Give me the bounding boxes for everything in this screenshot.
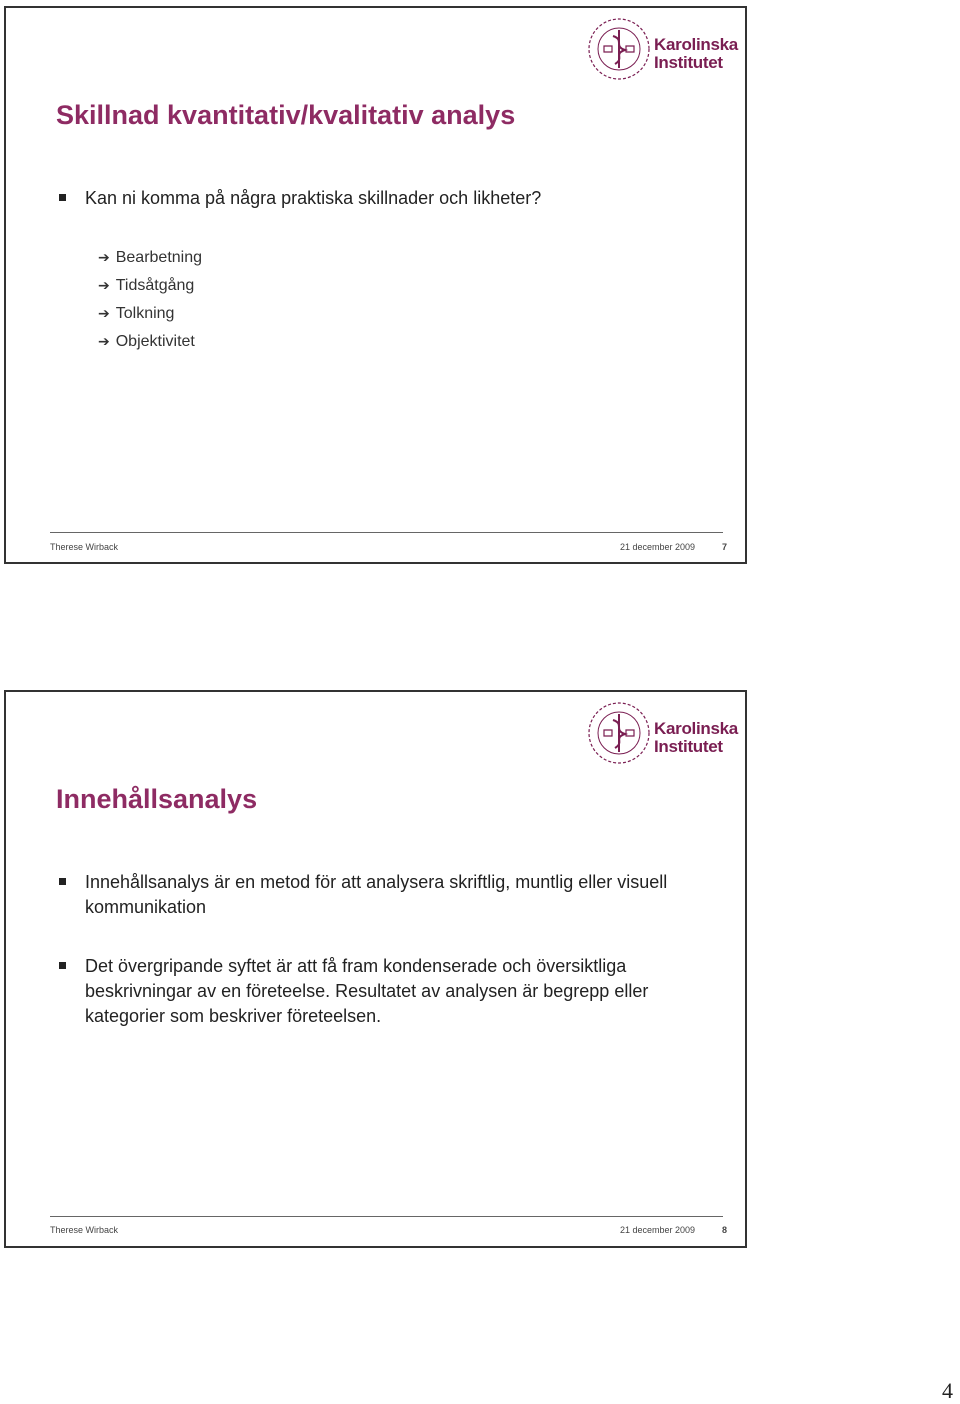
arrow-item bbox=[98, 300, 202, 328]
footer-date: 21 december 2009 bbox=[620, 1225, 696, 1235]
arrow-item bbox=[98, 328, 202, 356]
square-bullet-icon bbox=[59, 194, 66, 201]
slide-title: Skillnad kvantitativ/kvalitativ analys bbox=[56, 100, 516, 130]
slide-number: 7 bbox=[722, 542, 728, 552]
arrow-list bbox=[98, 244, 202, 356]
logo-line-2: Institutet bbox=[654, 53, 723, 72]
bullet-item bbox=[56, 954, 696, 1029]
footer-divider bbox=[50, 1216, 723, 1217]
bullet-text: Kan ni komma på några praktiska skillnader och likheter? bbox=[85, 188, 542, 208]
square-bullet-icon bbox=[59, 962, 66, 969]
arrow-item-label: Tidsåtgång bbox=[115, 277, 195, 294]
footer-date: 21 december 2009 bbox=[620, 542, 696, 552]
karolinska-logo bbox=[586, 700, 736, 776]
slide-number: 8 bbox=[722, 1225, 728, 1235]
footer-author: Therese Wirback bbox=[50, 542, 119, 552]
slide-7 bbox=[4, 6, 747, 564]
bullet-item bbox=[56, 870, 696, 920]
arrow-right-icon: ➔ bbox=[98, 334, 110, 350]
arrow-item-label: Bearbetning bbox=[115, 249, 203, 266]
bullet-item bbox=[56, 186, 541, 211]
arrow-right-icon: ➔ bbox=[98, 306, 110, 322]
arrow-item-label: Tolkning bbox=[115, 305, 175, 322]
bullet-text: Innehållsanalys är en metod för att analysera skriftlig, muntlig eller visuell kommunikation bbox=[85, 872, 668, 917]
karolinska-seal-icon bbox=[586, 700, 652, 766]
slide-8 bbox=[4, 690, 747, 1248]
bullet-list bbox=[56, 870, 696, 1029]
square-bullet-icon bbox=[59, 878, 66, 885]
logo-line-1: Karolinska bbox=[654, 719, 738, 738]
footer-author: Therese Wirback bbox=[50, 1225, 119, 1235]
bullet-list bbox=[56, 186, 541, 211]
logo-line-2: Institutet bbox=[654, 737, 723, 756]
logo-line-1: Karolinska bbox=[654, 35, 738, 54]
arrow-item-label: Objektivitet bbox=[115, 333, 195, 350]
arrow-item bbox=[98, 272, 202, 300]
page-number: 4 bbox=[942, 1378, 953, 1403]
footer-divider bbox=[50, 532, 723, 533]
arrow-item bbox=[98, 244, 202, 272]
arrow-right-icon: ➔ bbox=[98, 250, 110, 266]
arrow-right-icon: ➔ bbox=[98, 278, 110, 294]
karolinska-seal-icon bbox=[586, 16, 652, 82]
slide-title: Innehållsanalys bbox=[56, 784, 258, 814]
bullet-text: Det övergripande syftet är att få fram kondenserade och översiktliga beskrivningar av en företeelse. Resultatet av analysen är begrepp eller kategorier som beskriver företeelsen. bbox=[85, 956, 649, 1026]
karolinska-logo bbox=[586, 16, 736, 92]
